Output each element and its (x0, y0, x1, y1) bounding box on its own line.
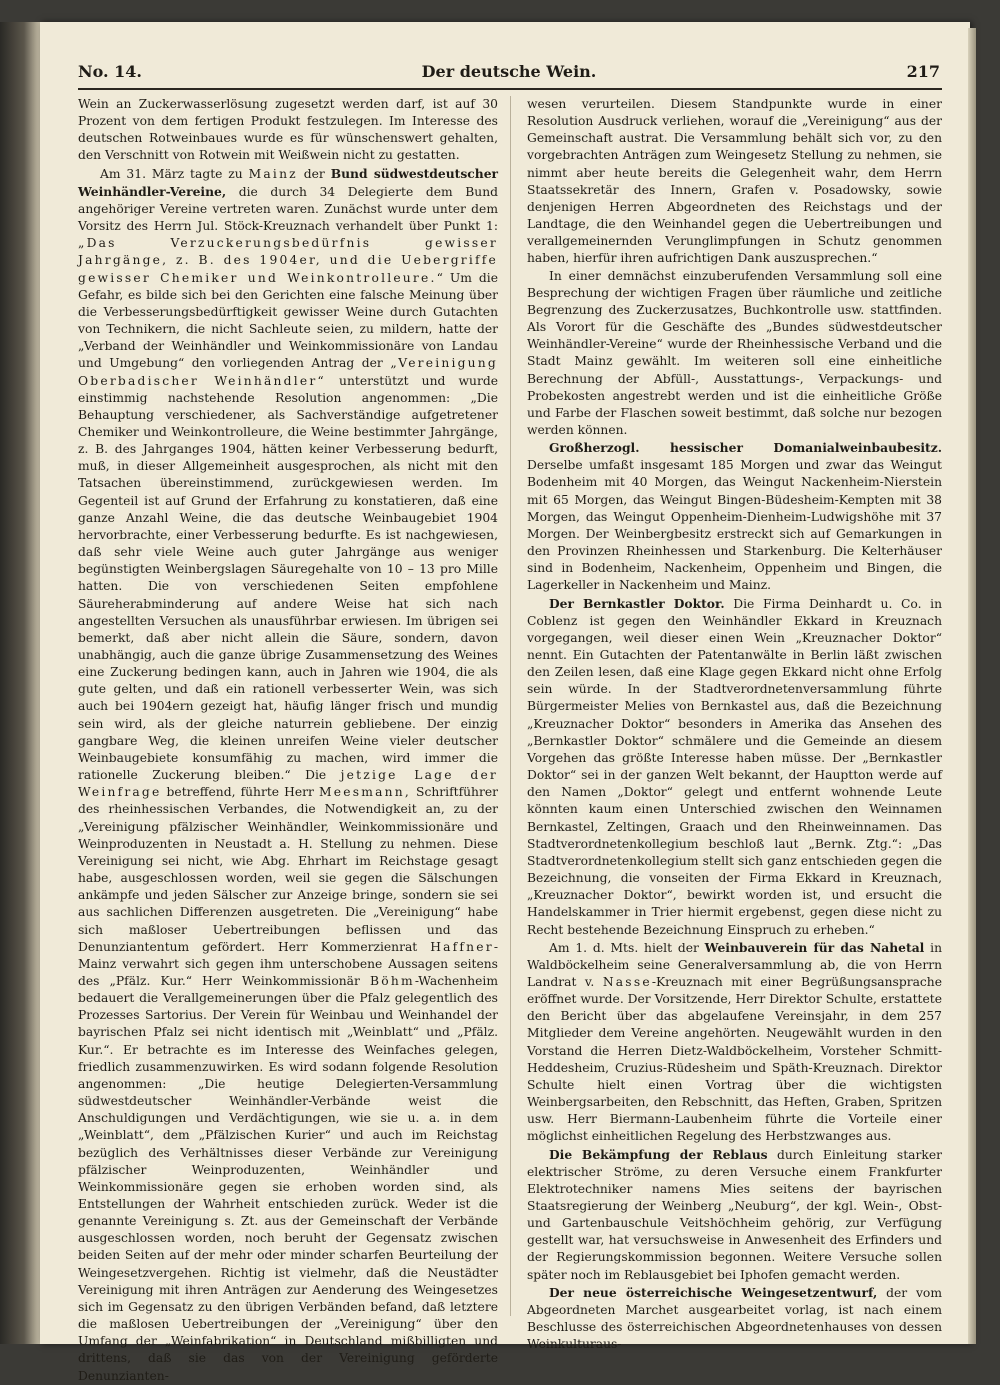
header-rule (78, 88, 942, 90)
left-paragraph-1: Wein an Zuckerwasserlösung zugesetzt werden darf, ist auf 30 Prozent von dem fertigen Produkt festzulegen. Im Interesse des deutschen Rotweinbaues wurde es für wünschenswert gehalten, den Verschnitt von Rotwein mit Weißwein nicht zu gestatten. (78, 97, 498, 163)
right-paragraph-7: Der neue österreichische Weingesetzentwurf, der vom Abgeordneten Marchet ausgearbeitet vorlag, ist nach einem Beschlusse des österreichischen Abgeordnetenhauses von dessen Weinkulturaus- (527, 1284, 942, 1352)
right-paragraph-3: Großherzogl. hessischer Domanialweinbaubesitz. Derselbe umfaßt insgesamt 185 Morgen und zwar das Weingut Bodenheim mit 40 Morgen, das Weingut Nackenheim-Nierstein mit 65 Morgen, das Weingut Bingen-Büdesheim-Kempten mit 38 Morgen, das Weingut Oppenheim-Dienheim-Ludwigshöhe mit 37 Morgen. Der Weinbergbesitz erstreckt sich auf Gemarkungen in den Provinzen Rheinhessen und Starkenburg. Die Kelterhäuser sind in Bodenheim, Nackenheim, Oppenheim und Bingen, die Lagerkeller in Nackenheim und Mainz. (527, 440, 942, 593)
right-paragraph-4: Der Bernkastler Doktor. Die Firma Deinhardt u. Co. in Coblenz ist gegen den Weinhändler Ekkard in Kreuznach vorgegangen, weil dieser einen Wein „Kreuznacher Doktor“ nennt. Ein Gutachten der Patentanwälte in Berlin läßt zwischen den Zeilen lesen, daß eine Klage gegen Ekkard nicht ohne Erfolg sein würde. In der Stadtverordnetenversammlung führte Bürgermeister Melies von Bernkastel aus, daß die Bezeichnung „Kreuznacher Doktor“ besonders in Amerika das Ansehen des „Bernkastler Doktor“ schmälere und die Gemeinde an diesem Vorgehen das größte Interesse haben müsse. Der „Bernkastler Doktor“ sei in der ganzen Welt bekannt, der Hauptton werde auf den Namen „Doktor“ gelegt und entfernt wohnende Leute könnten kaum einen Unterschied zwischen den Weinnamen Bernkastel, Zeltingen, Graach und den Rheinweinnamen. Das Stadtverordnetenkollegium beschloß laut „Bernk. Ztg.“: „Das Stadtverordnetenkollegium stellt sich ganz entschieden gegen die Bezeichnung, die vonseiten der Firma Ekkard in Kreuznach, „Kreuznacher Doktor“, bewirkt worden ist, und ersucht die Handelskammer in Trier hiermit ergebenst, gegen diese nicht zu Recht bestehende Bezeichnung Einspruch zu erheben.“ (527, 595, 942, 937)
page-edge (968, 28, 976, 1344)
page-header (78, 62, 940, 84)
right-paragraph-6: Die Bekämpfung der Reblaus durch Einleitung starker elektrischer Ströme, zu deren Versuche einem Frankfurter Elektrotechniker namens Mies seitens der bayrischen Staatsregierung der Weinberg „Neuburg“, der kgl. Wein-, Obst- und Gartenbauschule Veitshöchheim gehörig, zur Verfügung gestellt war, hat versuchsweise in Anwesenheit des Erfinders und der Regierungskommission begonnen. Weitere Versuche sollen später noch im Reblausgebiet bei Iphofen gemacht werden. (527, 1146, 942, 1282)
right-paragraph-2: In einer demnächst einzuberufenden Versammlung soll eine Besprechung der wichtigen Fragen über räumliche und zeitliche Begrenzung des Zuckerzusatzes, Buchkontrolle usw. stattfinden. Als Vorort für die Geschäfte des „Bundes südwestdeutscher Weinhändler-Vereine“ wurde der Rheinhessische Verband und die Stadt Mainz gewählt. Im weiteren soll eine einheitliche Berechnung der Abfüll-, Ausstattungs-, Verpackungs- und Probekosten angestrebt werden und ist die einheitliche Größe und Farbe der Flaschen soweit bestimmt, daß solche nur bezogen werden können. (527, 268, 942, 437)
newspaper-page (40, 22, 970, 1383)
left-paragraph-2: Am 31. März tagte zu Mainz der Bund südwestdeutscher Weinhändler-Vereine, die durch 34 Delegierte dem Bund angehöriger Vereine vertreten waren. Zunächst wurde unter dem Vorsitz des Herrn Jul. Stöck-Kreuznach verhandelt über Punkt 1: „Das Verzuckerungsbedürfnis gewisser Jahrgänge, z. B. des 1904er, und die Uebergriffe gewisser Chemiker und Weinkontrolleure.“ Um die Gefahr, es bilde sich bei den Gerichten eine falsche Meinung über die Verbesserungsbedürftigkeit gewisser Weine durch Gutachten von Technikern, die nicht Sachleute seien, zu mildern, hatte der „Verband der Weinhändler und Weinkommissionäre von Landau und Umgebung“ den vorliegenden Antrag der „Vereinigung Oberbadischer Weinhändler“ unterstützt und wurde einstimmig nachstehende Resolution angenommen: „Die Behauptung verschiedener, als Sachverständige aufgetretener Chemiker und Weinkontrolleure, die Weine bestimmter Jahrgänge, z. B. des Jahrganges 1904, hätten keiner Verbesserung bedurft, muß, in dieser Allgemeinheit ausgesprochen, als nicht mit den Tatsachen übereinstimmend, zurückgewiesen werden. Im Gegenteil ist auf Grund der Erfahrung zu konstatieren, daß eine ganze Anzahl Weine, die das deutsche Weinbaugebiet 1904 hervorbrachte, einer Verbesserung bedurfte. Es ist nachgewiesen, daß sehr viele Weine auch guter Jahrgänge aus weniger begünstigten Weinbergslagen Säuregehalte von 10 – 13 pro Mille hatten. Die von verschiedenen Seiten empfohlene Säureherabminderung auf andere Weise hat sich nach angestellten Versuchen als unausführbar erwiesen. Im übrigen sei bemerkt, daß aber nicht allein die Säure, sondern, davon unabhängig, auch die ganze übrige Zusammensetzung des Weines eine Zuckerung bedingen kann, auch in Jahren wie 1904, die als gute gelten, und daß ein rationell verbesserter Wein, was sich auch bei 1904ern gezeigt hat, häufig länger frisch und mundig sein wird, als der gleiche naturrein gebliebene. Der einzig gangbare Weg, die kleinen unreifen Weine vieler deutscher Weinbaugebiete konsumfähig zu machen, wird immer die rationelle Zuckerung bleiben.“ Die jetzige Lage der Weinfrage betreffend, führte Herr Meesmann, Schriftführer des rheinhessischen Verbandes, die Notwendigkeit an, zu der „Vereinigung pfälzischer Weinhändler, Weinkommissionäre und Weinproduzenten in Neustadt a. H. Stellung zu nehmen. Diese Vereinigung sei nicht, wie Abg. Ehrhart im Reichstage gesagt habe, ausgeschlossen worden, weil sie gegen die Sälschungen ankämpfe und jeden Sälscher zur Anzeige bringe, sondern sie sei aus sachlichen Differenzen ausgetreten. Die „Vereinigung“ habe sich maßloser Uebertreibungen beflissen und das Denunziantentum gefördert. Herr Kommerzienrat Haffner-Mainz verwahrt sich gegen ihm unterschobene Aussagen seitens des „Pfälz. Kur.“ Herr Weinkommissionär Böhm-Wachenheim bedauert die Verallgemeinerungen über die Pfalz gelegentlich des Prozesses Sartorius. Der Verein für Weinbau und Weinhandel der bayrischen Pfalz sei nicht identisch mit „Weinblatt“ und „Pfälz. Kur.“. Er betrachte es im Interesse des Weinfaches gelegen, friedlich zusammenzuwirken. Es wird sodann folgende Resolution angenommen: „Die heutige Delegierten-Versammlung südwestdeutscher Weinhändler-Verbände weist die Anschuldigungen und Verdächtigungen, wie sie u. a. in dem „Weinblatt“, dem „Pfälzischen Kurier“ und auch im Reichstag bezüglich des Verhältnisses dieser Verbände zur Vereinigung pfälzischer Weinproduzenten, Weinhändler und Weinkommissionäre gegen sie erhoben worden sind, als Entstellungen der Wahrheit entschieden zurück. Weder ist die genannte Vereinigung s. Zt. aus der Gemeinschaft der Verbände ausgeschlossen worden, noch beruht der Gegensatz zwischen beiden Seiten auf der mehr oder minder scharfen Beurteilung der Weingesetzvergehen. Richtig ist vielmehr, daß die Neustädter Vereinigung mit ihren Anträgen zur Aenderung des Weingesetzes sich im Gegensatz zu den übrigen Verbänden befand, daß letztere die maßlosen Uebertreibungen der „Vereinigung“ über den Umfang der „Weinfabrikation“ in Deutschland mißbilligten und drittens, daß sie das von der Vereinigung geförderte Denunzianten- (78, 165, 498, 1383)
article-heading-bund: Bund südwestdeutscher Weinhändler-Vereine, (78, 165, 498, 199)
article-heading-domanial: Großherzogl. hessischer Domanialweinbaubesitz. (549, 440, 942, 456)
article-heading-bernkastler: Der Bernkastler Doktor. (549, 595, 725, 611)
page-number: 217 (906, 62, 940, 81)
right-paragraph-1: wesen verurteilen. Diesem Standpunkte wurde in einer Resolution Ausdruck verliehen, worauf die „Vereinigung“ aus der Gemeinschaft austrat. Die Versammlung behält sich vor, zu den vorgebrachten Anträgen zum Weingesetz Stellung zu nehmen, sie nimmt aber heute bereits die Gelegenheit wahr, dem Herrn Staatssekretär des Innern, Grafen v. Posadowsky, sowie denjenigen Herren Abgeordneten des Reichstags und der Landtage, die den Weinhandel gegen die Uebertreibungen und verallgemeinernden Verunglimpfungen in Schutz genommen haben, hierfür ihren aufrichtigen Dank auszusprechen.“ (527, 97, 942, 266)
left-column (78, 96, 498, 1385)
column-divider (510, 96, 511, 1316)
book-spine-shadow (0, 22, 40, 1344)
right-paragraph-5: Am 1. d. Mts. hielt der Weinbauverein für das Nahetal in Waldböckelheim seine Generalversammlung ab, die von Herrn Landrat v. Nasse-Kreuznach mit einer Begrüßungsansprache eröffnet wurde. Der Vorsitzende, Herr Direktor Schulte, erstattete den Bericht über das abgelaufene Vereinsjahr, in dem 257 Mitglieder dem Vereine angehörten. Neugewählt wurden in den Vorstand die Herren Dietz-Waldböckelheim, Vorsteher Schmitt-Heddesheim, Cruzius-Rüdesheim und Späth-Kreuznach. Direktor Schulte hielt einen Vortrag über die wichtigsten Weinbergsarbeiten, den Rebschnitt, das Heften, Graben, Spritzen usw. Herr Biermann-Laubenheim führte die Vorteile einer möglichst einheitlichen Regelung des Herbstzwanges aus. (527, 939, 942, 1144)
right-column (527, 96, 942, 1353)
issue-number: No. 14. (78, 62, 142, 81)
journal-title: Der deutsche Wein. (421, 62, 597, 81)
article-heading-weingesetz: Der neue österreichische Weingesetzentwurf, (549, 1284, 878, 1300)
article-heading-nahetal: Weinbauverein für das Nahetal (704, 939, 925, 955)
article-heading-reblaus: Die Bekämpfung der Reblaus (549, 1146, 768, 1162)
